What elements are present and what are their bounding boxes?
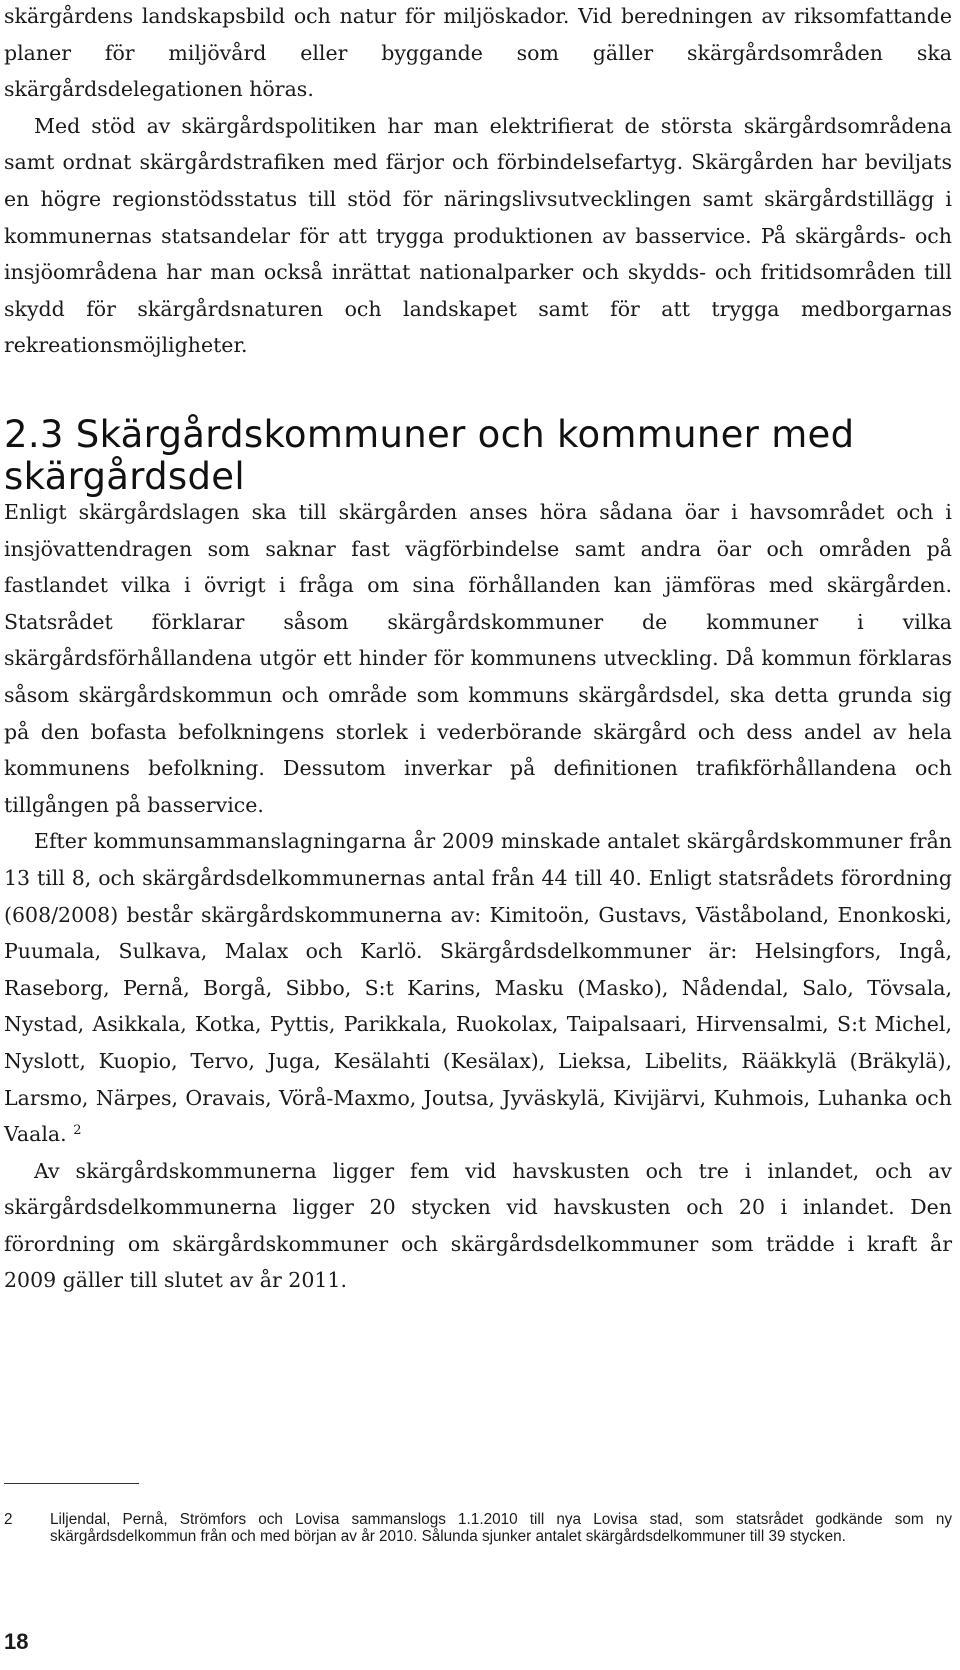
footnote xyxy=(4,1511,952,1545)
intro-paragraph-continued: skärgårdens landskapsbild och natur för miljöskador. Vid beredningen av riksomfattande planer för miljövård eller byggande som gäller skärgårdsområden ska skärgårdsdelegationen höras. xyxy=(4,4,952,102)
section-heading: 2.3 Skärgårdskommuner och kommuner med skärgårdsdel xyxy=(4,413,855,498)
intro-paragraph-archipelago-policy: Med stöd av skärgårdspolitiken har man elektrifierat de största skärgårdsområdena samt ordnat skärgårdstrafiken med färjor och förbindelsefartyg. Skärgården har beviljats en högre regionstödsstatus till stöd för näringslivsutvecklingen samt skärgårdstillägg i kommunernas statsandelar för att trygga produktionen av basservice. På skärgårds- och insjöområdena har man också inrättat nationalparker och skydds- och fritidsområden till skydd för skärgårdsnaturen och landskapet samt för att trygga medborgarnas rekreationsmöjligheter. xyxy=(4,113,952,358)
page-number: 18 xyxy=(4,1629,29,1654)
section-paragraph-distribution: Av skärgårdskommunerna ligger fem vid havskusten och tre i inlandet, och av skärgårdsdelkommunerna ligger 20 stycken vid havskusten och 20 i inlandet. Den förordning om skärgårdskommuner och skärgårdsdelkommuner som trädde i kraft år 2009 gäller till slutet av år 2011. xyxy=(4,1158,952,1293)
footnote-reference[interactable]: 2 xyxy=(73,1123,82,1139)
footnote-number: 2 xyxy=(4,1511,13,1528)
footnote-text: Liljendal, Pernå, Strömfors och Lovisa sammanslogs 1.1.2010 till nya Lovisa stad, som statsrådet godkände som ny skärgårdsdelkommun från och med början av år 2010. Sålunda sjunker antalet skärgårdsdelkommuner till 39 stycken. xyxy=(50,1511,952,1545)
section-paragraph-municipalities xyxy=(4,823,952,1152)
section-paragraph-definition: Enligt skärgårdslagen ska till skärgården anses höra sådana öar i havsområdet och i insjövattendragen som saknar fast vägförbindelse samt andra öar och områden på fastlandet vilka i övrigt i fråga om sina förhållanden kan jämföras med skärgården. Statsrådet förklarar såsom skärgårdskommuner de kommuner i vilka skärgårdsförhållandena utgör ett hinder för kommunens utveckling. Då kommun förklaras såsom skärgårdskommun och område som kommuns skärgårdsdel, ska detta grunda sig på den bofasta befolkningens storlek i vederbörande skärgård och dess andel av hela kommunens befolkning. Dessutom inverkar på definitionen trafikförhållandena och tillgången på basservice. xyxy=(4,500,952,817)
section-body xyxy=(4,494,952,1299)
intro-text xyxy=(4,0,952,364)
footnote-divider xyxy=(4,1483,139,1484)
municipalities-text: Efter kommunsammanslagningarna år 2009 minskade antalet skärgårdskommuner från 13 till 8, och skärgårdsdelkommunernas antal från 44 till 40. Enligt statsrådets förordning (608/2008) består skärgårdskommunerna av: Kimitoön, Gustavs, Väståboland, Enonkoski, Puumala, Sulkava, Malax och Karlö. Skärgårdsdelkommuner är: Helsingfors, Ingå, Raseborg, Pernå, Borgå, Sibbo, S:t Karins, Masku (Masko), Nådendal, Salo, Tövsala, Nystad, Asikkala, Kotka, Pyttis, Parikkala, Ruokolax, Taipalsaari, Hirvensalmi, S:t Michel, Nyslott, Kuopio, Tervo, Juga, Kesälahti (Kesälax), Lieksa, Libelits, Rääkkylä (Bräkylä), Larsmo, Närpes, Oravais, Vörå-Maxmo, Joutsa, Jyväskylä, Kivijärvi, Kuhmois, Luhanka och Vaala. xyxy=(4,829,952,1147)
